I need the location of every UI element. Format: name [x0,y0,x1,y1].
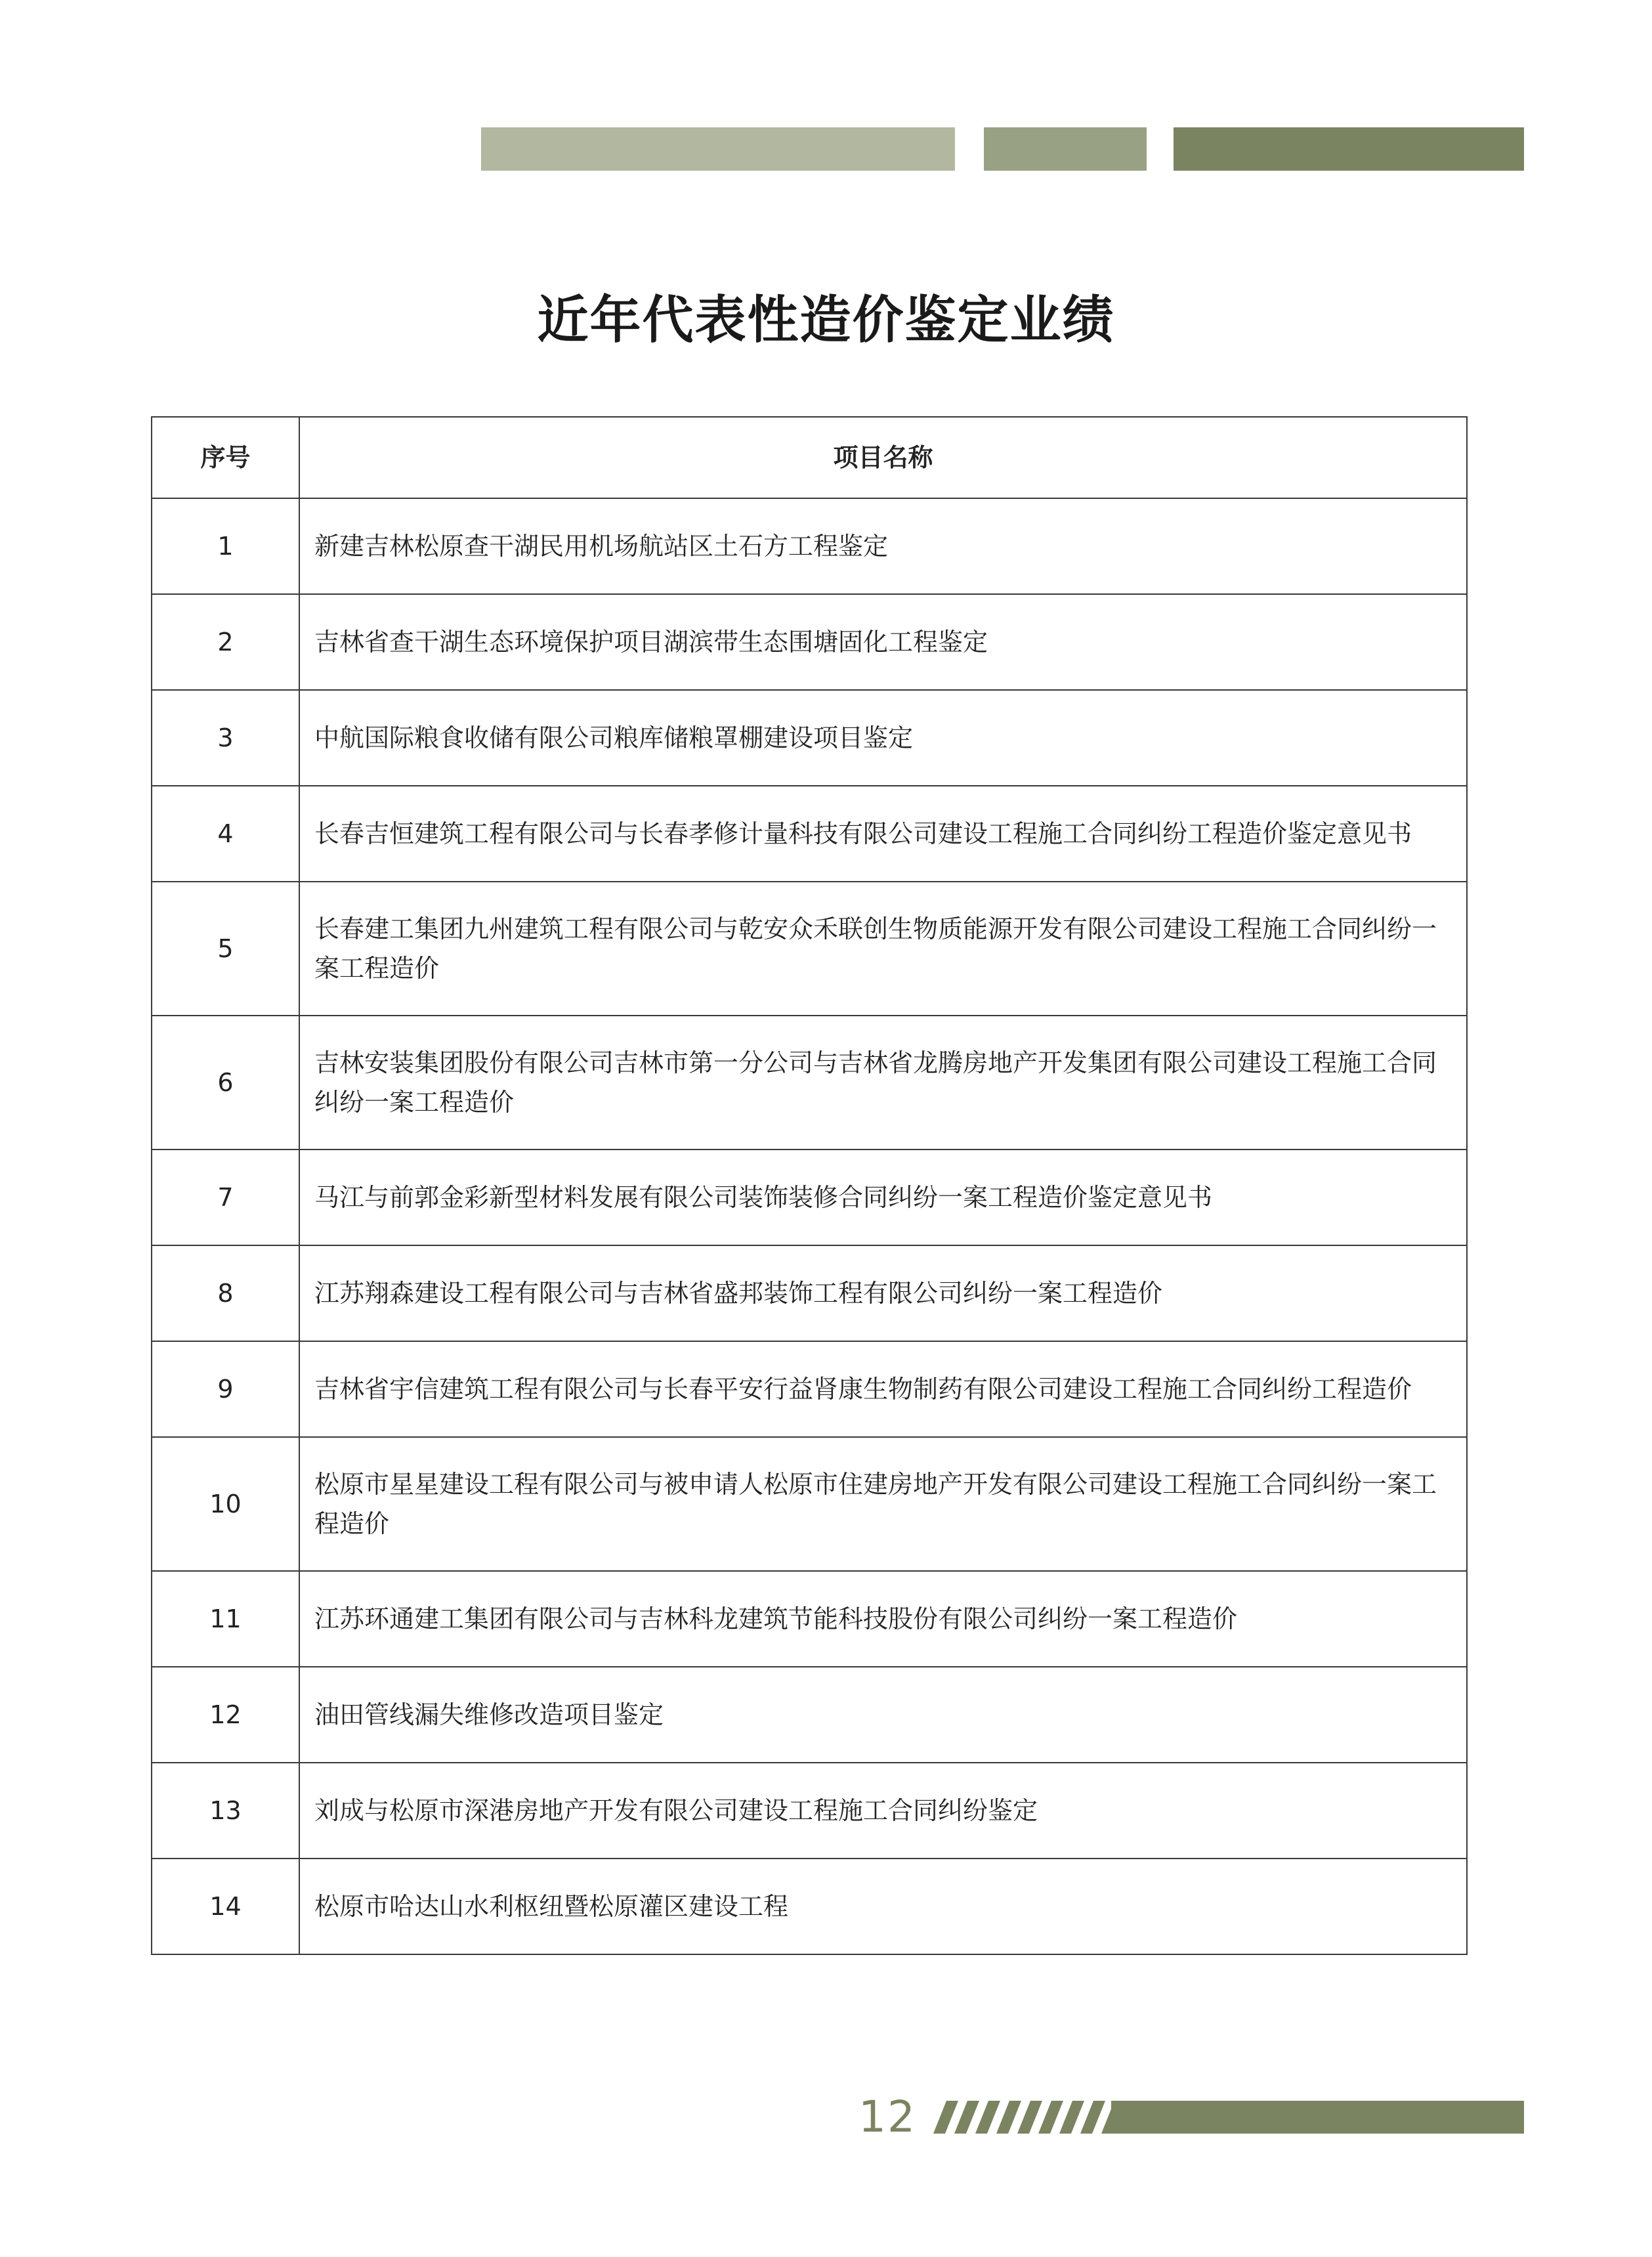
table-header-row [152,417,1467,498]
row-no: 13 [152,1763,299,1859]
header-name: 项目名称 [299,417,1467,498]
table-row [152,498,1467,594]
footer-bar [1111,2101,1524,2134]
header-bar-mid [984,127,1147,171]
table-row [152,1437,1467,1571]
row-name: 油田管线漏失维修改造项目鉴定 [299,1667,1467,1763]
stripe-decoration [920,2101,1117,2134]
page-title: 近年代表性造价鉴定业绩 [537,291,1115,350]
row-name: 长春建工集团九州建筑工程有限公司与乾安众禾联创生物质能源开发有限公司建设工程施工合同纠纷一案工程造价 [299,882,1467,1016]
row-name: 江苏环通建工集团有限公司与吉林科龙建筑节能科技股份有限公司纠纷一案工程造价 [299,1571,1467,1667]
row-name: 马江与前郭金彩新型材料发展有限公司装饰装修合同纠纷一案工程造价鉴定意见书 [299,1150,1467,1245]
row-name: 吉林安装集团股份有限公司吉林市第一分公司与吉林省龙腾房地产开发集团有限公司建设工程施工合同纠纷一案工程造价 [299,1016,1467,1150]
header-bar-dark [1174,127,1524,171]
row-no: 6 [152,1016,299,1150]
row-name: 松原市哈达山水利枢纽暨松原灌区建设工程 [299,1859,1467,1954]
row-no: 9 [152,1341,299,1437]
table-row [152,1667,1467,1763]
row-no: 5 [152,882,299,1016]
row-name: 刘成与松原市深港房地产开发有限公司建设工程施工合同纠纷鉴定 [299,1763,1467,1859]
header-no: 序号 [152,417,299,498]
table-row [152,594,1467,690]
table-row [152,1016,1467,1150]
header-bar-light [481,127,955,171]
projects-table [151,416,1468,1955]
table-row [152,1150,1467,1245]
row-name: 长春吉恒建筑工程有限公司与长春孝修计量科技有限公司建设工程施工合同纠纷工程造价鉴定意见书 [299,786,1467,882]
row-no: 8 [152,1245,299,1341]
row-no: 2 [152,594,299,690]
row-name: 新建吉林松原查干湖民用机场航站区土石方工程鉴定 [299,498,1467,594]
row-name: 吉林省宇信建筑工程有限公司与长春平安行益肾康生物制药有限公司建设工程施工合同纠纷工程造价 [299,1341,1467,1437]
row-no: 10 [152,1437,299,1571]
row-name: 松原市星星建设工程有限公司与被申请人松原市住建房地产开发有限公司建设工程施工合同纠纷一案工程造价 [299,1437,1467,1571]
row-no: 4 [152,786,299,882]
row-name: 中航国际粮食收储有限公司粮库储粮罩棚建设项目鉴定 [299,690,1467,786]
row-name: 吉林省查干湖生态环境保护项目湖滨带生态围塘固化工程鉴定 [299,594,1467,690]
row-name: 江苏翔森建设工程有限公司与吉林省盛邦装饰工程有限公司纠纷一案工程造价 [299,1245,1467,1341]
table-row [152,690,1467,786]
table-row [152,1341,1467,1437]
page-number: 12 [858,2092,916,2142]
table-row [152,1859,1467,1954]
row-no: 12 [152,1667,299,1763]
row-no: 7 [152,1150,299,1245]
table-row [152,882,1467,1016]
table-row [152,1245,1467,1341]
table-row [152,1571,1467,1667]
row-no: 14 [152,1859,299,1954]
table-row [152,1763,1467,1859]
row-no: 11 [152,1571,299,1667]
row-no: 1 [152,498,299,594]
table-row [152,786,1467,882]
row-no: 3 [152,690,299,786]
